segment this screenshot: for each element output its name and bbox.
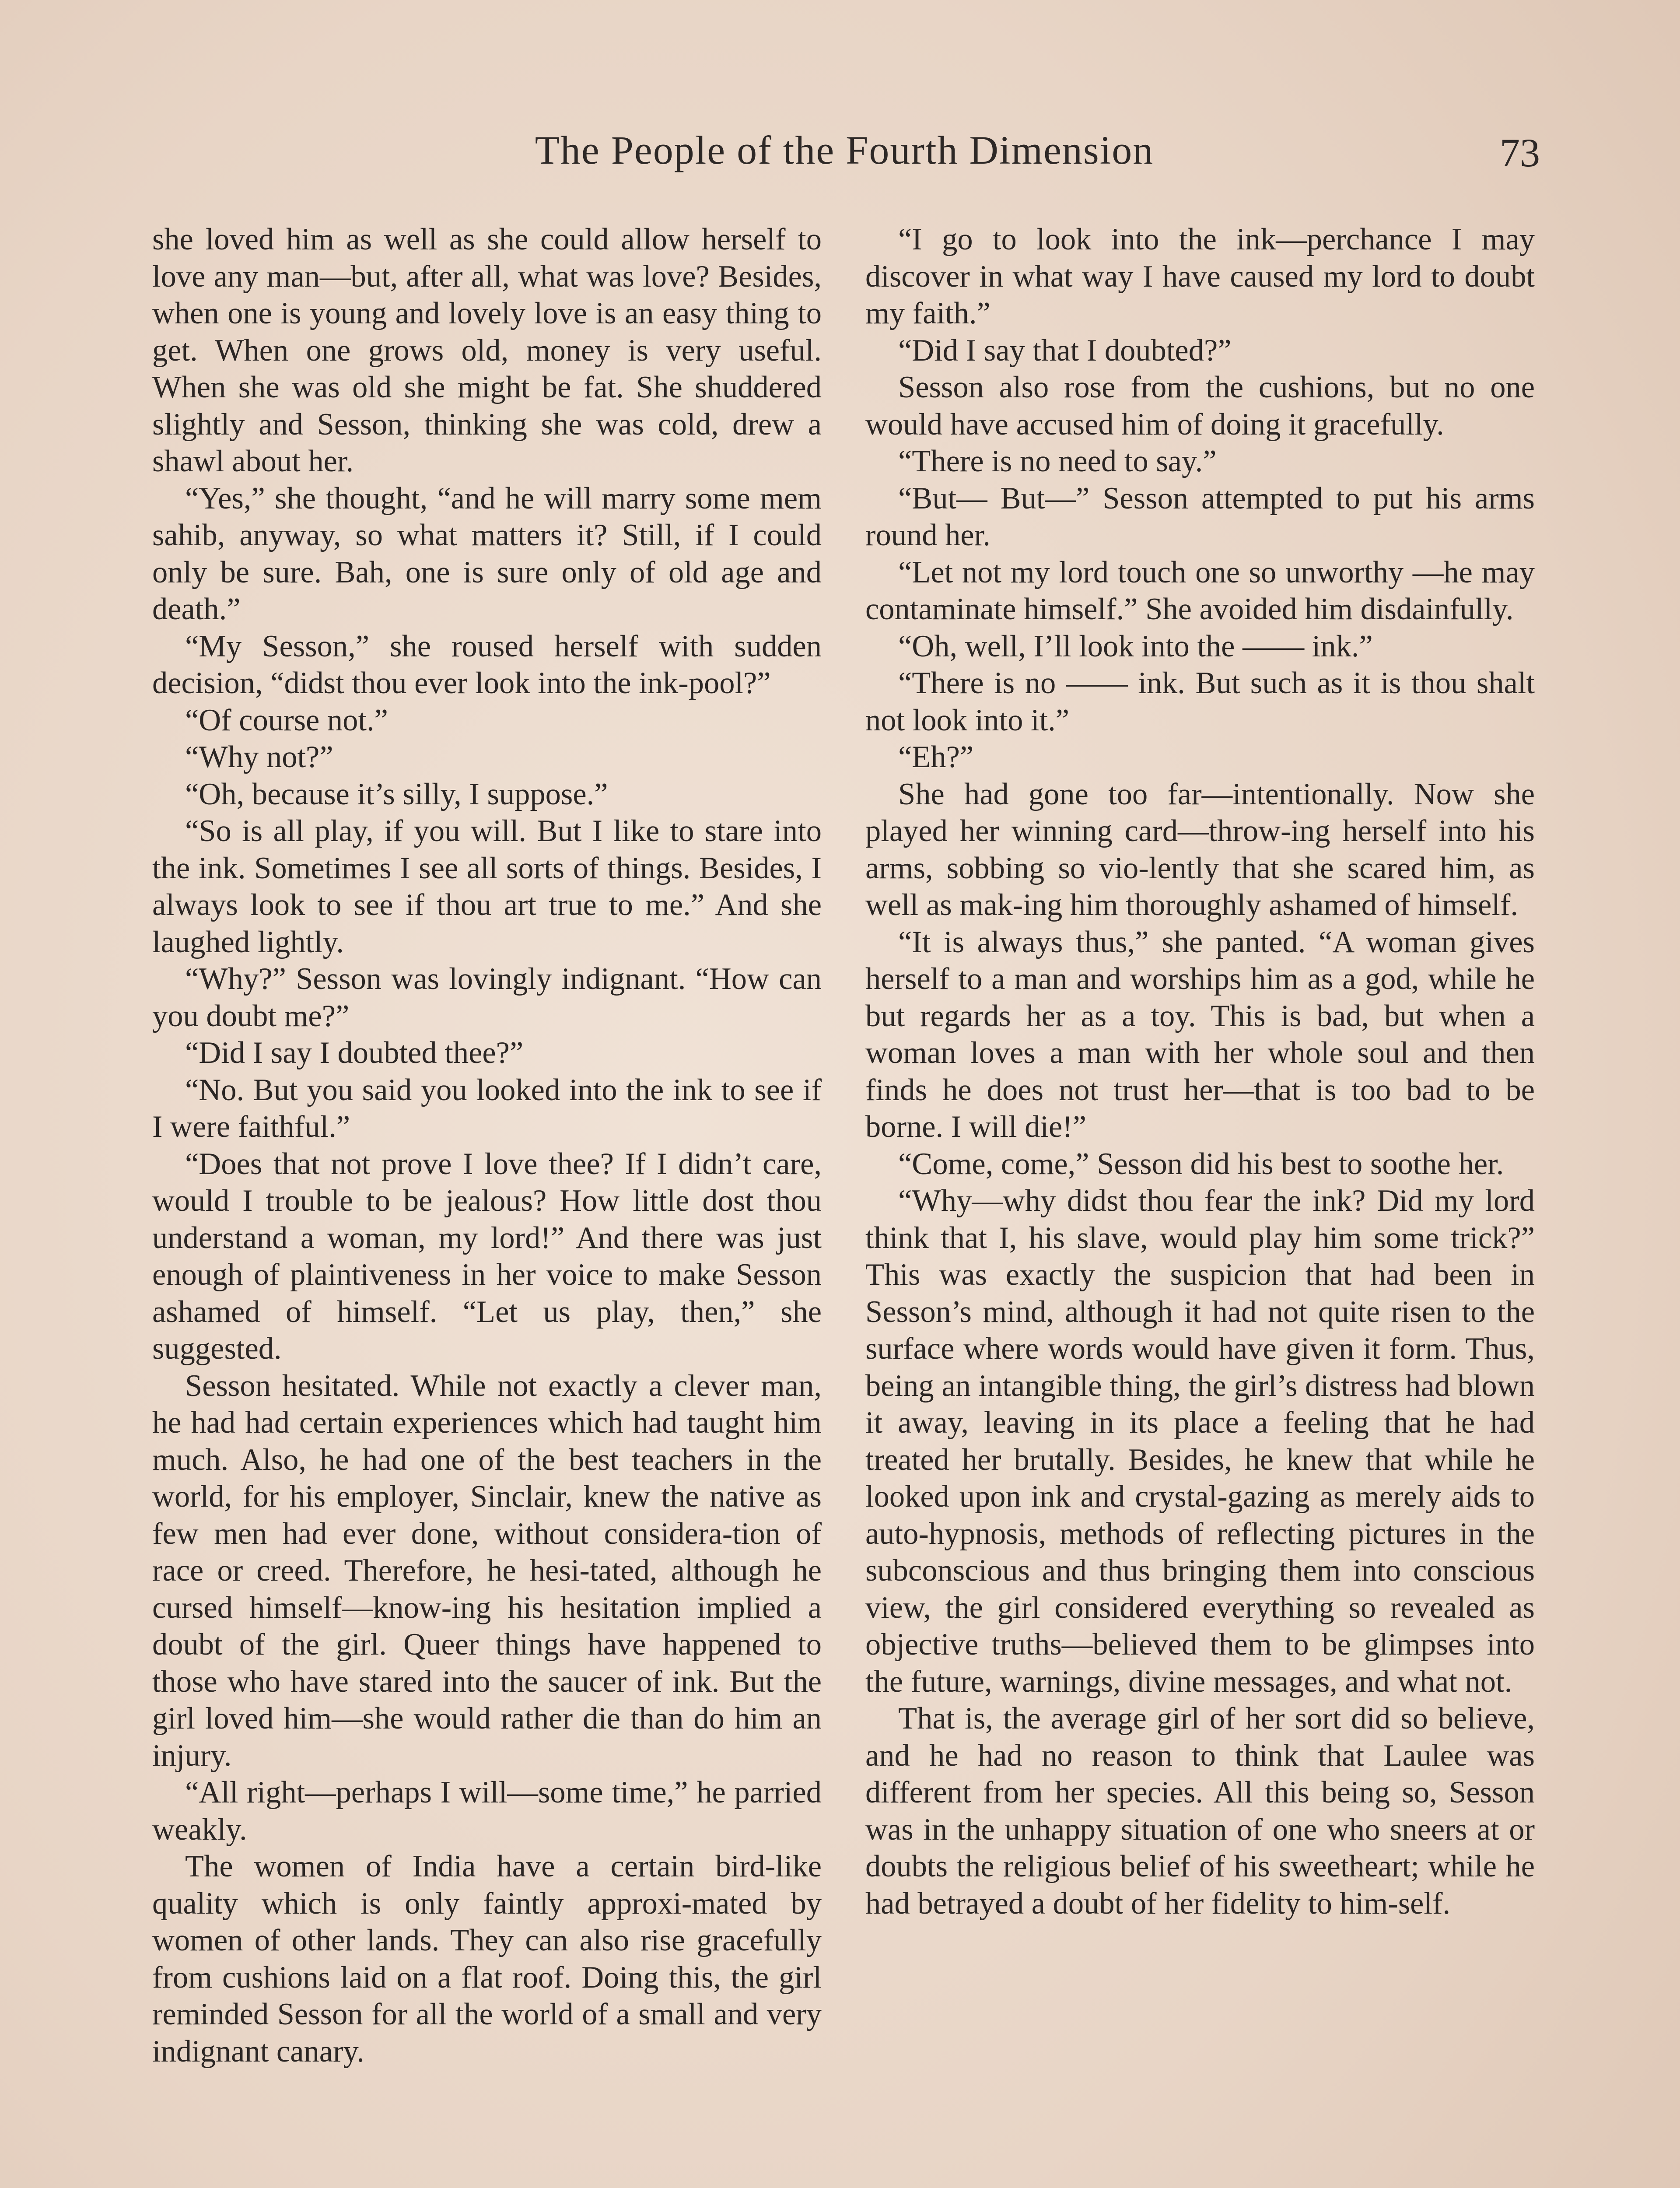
paragraph: “Does that not prove I love thee? If I didn’t care, would I trouble to be jealous? How little dost thou understand a woman, my lord!” And there was just enough of plaintiveness in her voice to make Sesson ashamed of himself. “Let us play, then,” she suggested. <box>152 1147 822 1366</box>
page-header <box>149 127 1540 184</box>
left-column <box>152 221 822 2070</box>
paragraph: “Why—why didst thou fear the ink? Did my lord think that I, his slave, would play him some trick?” This was exactly the suspicion that had been in Sesson’s mind, although it had not quite risen to the surface where words would have given it form. Thus, being an intangible thing, the girl’s distress had blown it away, leaving in its place a feeling that he had treated her brutally. Besides, he knew that while he looked upon ink and crystal-gazing as merely aids to auto-hypnosis, methods of reflecting pictures in the subconscious and thus bringing them into conscious view, the girl considered everything so revealed as objective truths—believed them to be glimpses into the future, warnings, divine messages, and what not. <box>865 1184 1535 1699</box>
paragraph: “Oh, well, I’ll look into the —— ink.” <box>898 629 1373 663</box>
paragraph: The women of India have a certain bird-like quality which is only faintly approxi-mated by women of other lands. They can also rise gracefully from cushions laid on a flat roof. Doing this, the girl reminded Sesson for all the world of a small and very indignant canary. <box>152 1849 822 2069</box>
paragraph: “Eh?” <box>898 740 974 774</box>
paragraph: “Oh, because it’s silly, I suppose.” <box>185 777 608 811</box>
paragraph: “I go to look into the ink—perchance I may discover in what way I have caused my lord to doubt my faith.” <box>865 222 1535 330</box>
paragraph: Sesson hesitated. While not exactly a clever man, he had had certain experiences which had taught him much. Also, he had one of the best teachers in the world, for his employer, Sinclair, knew the native as few men had ever done, without considera-tion of race or creed. Therefore, he hesi-tated, although he cursed himself—know-ing his hesitation implied a doubt of the girl. Queer things have happened to those who have stared into the saucer of ink. But the girl loved him—she would rather die than do him an injury. <box>152 1368 822 1773</box>
running-title: The People of the Fourth Dimension <box>535 128 1154 172</box>
paragraph: “All right—perhaps I will—some time,” he parried weakly. <box>152 1775 822 1847</box>
paragraph: “There is no need to say.” <box>898 444 1217 478</box>
paragraph: “But— But—” Sesson attempted to put his arms round her. <box>865 481 1535 552</box>
paragraph: “My Sesson,” she roused herself with sudden decision, “didst thou ever look into the ink-pool?” <box>152 629 822 700</box>
paragraph: “Of course not.” <box>185 703 388 737</box>
paragraph: Sesson also rose from the cushions, but no one would have accused him of doing it gracefully. <box>865 370 1535 442</box>
paragraph: “Yes,” she thought, “and he will marry some mem sahib, anyway, so what matters it? Still, if I could only be sure. Bah, one is sure only of old age and death.” <box>152 481 822 626</box>
paragraph: “No. But you said you looked into the ink to see if I were faithful.” <box>152 1073 822 1144</box>
paragraph: “So is all play, if you will. But I like to stare into the ink. Sometimes I see all sorts of things. Besides, I always look to see if thou art true to me.” And she laughed lightly. <box>152 814 822 959</box>
paragraph: She had gone too far—intentionally. Now she played her winning card—throw-ing herself into his arms, sobbing so vio-lently that she scared him, as well as mak-ing him thoroughly ashamed of himself. <box>865 777 1535 922</box>
paragraph: “There is no —— ink. But such as it is thou shalt not look into it.” <box>865 666 1535 737</box>
right-column <box>865 221 1535 1922</box>
paragraph: “Come, come,” Sesson did his best to soothe her. <box>898 1147 1504 1181</box>
paragraph: “Did I say that I doubted?” <box>898 333 1232 368</box>
paragraph: “It is always thus,” she panted. “A woman gives herself to a man and worships him as a god, while he but regards her as a toy. This is bad, but when a woman loves a man with her whole soul and then finds he does not trust her—that is too bad to be borne. I will die!” <box>865 925 1535 1144</box>
paragraph: she loved him as well as she could allow herself to love any man—but, after all, what was love? Besides, when one is young and lovely love is an easy thing to get. When one grows old, money is very useful. When she was old she might be fat. She shuddered slightly and Sesson, thinking she was cold, drew a shawl about her. <box>152 222 822 478</box>
paragraph: “Let not my lord touch one so unworthy —he may contaminate himself.” She avoided him disdainfully. <box>865 555 1535 626</box>
paragraph: “Did I say I doubted thee?” <box>185 1036 524 1070</box>
page-number: 73 <box>1500 130 1540 175</box>
paragraph: “Why not?” <box>185 740 333 774</box>
paragraph: That is, the average girl of her sort did so believe, and he had no reason to think that Laulee was different from her species. All this being so, Sesson was in the unhappy situation of one who sneers at or doubts the religious belief of his sweetheart; while he had betrayed a doubt of her fidelity to him-self. <box>865 1701 1535 1921</box>
paragraph: “Why?” Sesson was lovingly indignant. “How can you doubt me?” <box>152 962 822 1033</box>
